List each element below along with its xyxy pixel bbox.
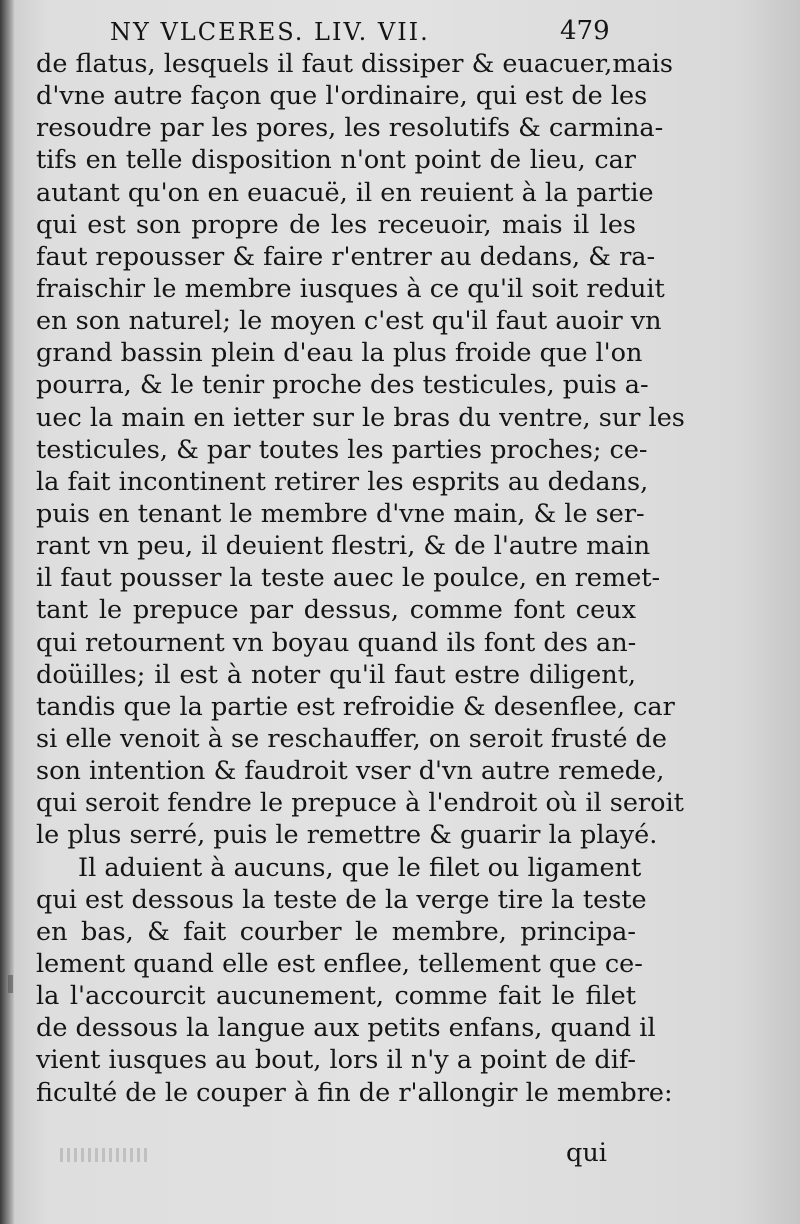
text-line: de flatus, lesquels il faut dissiper & euacuer,mais xyxy=(36,49,674,79)
margin-mark xyxy=(8,975,13,993)
text-line: fraischir le membre iusques à ce qu'il soit reduit xyxy=(36,273,665,304)
text-line: tant le prepuce par dessus, comme font ceux xyxy=(36,595,636,626)
text-line: puis en tenant le membre d'vne main, & le ser- xyxy=(36,498,645,529)
text-line: ficulté de le couper à fin de r'allongir le membre: xyxy=(36,1077,673,1108)
running-head: NY VLCERES. LIV. VII. xyxy=(110,18,430,46)
text-line: resoudre par les pores, les resolutifs & carmina- xyxy=(36,113,664,144)
text-line: autant qu'on en euacuë, il en reuient à la partie xyxy=(36,177,654,208)
catchword: qui xyxy=(566,1138,607,1168)
text-line: qui retournent vn boyau quand ils font des an- xyxy=(36,627,637,658)
page-header xyxy=(110,16,630,52)
text-line: le plus serré, puis le remettre & guarir la playé. xyxy=(36,820,658,851)
text-line: d'vne autre façon que l'ordinaire, qui est de les xyxy=(36,81,648,112)
text-line: il faut pousser la teste auec le poulce, en remet- xyxy=(36,563,661,594)
body-text xyxy=(36,48,685,1109)
text-line: en son naturel; le moyen c'est qu'il faut auoir vn xyxy=(36,306,662,337)
bleed-through-smudge xyxy=(60,1148,150,1162)
text-line: rant vn peu, il deuient flestri, & de l'autre main xyxy=(36,531,651,562)
text-line: son intention & faudroit vser d'vn autre remede, xyxy=(36,756,665,787)
text-line: grand bassin plein d'eau la plus froide que l'on xyxy=(36,338,643,369)
text-line: la fait incontinent retirer les esprits au dedans, xyxy=(36,466,649,497)
text-line: pourra, & le tenir proche des testicules, puis a- xyxy=(36,370,649,401)
text-line: si elle venoit à se reschauffer, on seroit frusté de xyxy=(36,723,667,754)
book-spine-shadow xyxy=(0,0,14,1224)
page-number: 479 xyxy=(560,16,610,46)
text-line: qui est dessous la teste de la verge tire la teste xyxy=(36,884,647,915)
text-line: la l'accourcit aucunement, comme fait le filet xyxy=(36,981,636,1012)
text-line: doüilles; il est à noter qu'il faut estre diligent, xyxy=(36,659,636,690)
text-line: de dessous la langue aux petits enfans, quand il xyxy=(36,1013,656,1044)
text-line: uec la main en ietter sur le bras du ventre, sur les xyxy=(36,402,685,433)
text-line: en bas, & fait courber le membre, principa- xyxy=(36,916,636,947)
text-line: lement quand elle est enflee, tellement que ce- xyxy=(36,948,643,979)
text-line: qui est son propre de les receuoir, mais il les xyxy=(36,209,636,240)
text-line: vient iusques au bout, lors il n'y a point de dif- xyxy=(36,1045,636,1076)
text-line: tifs en telle disposition n'ont point de lieu, car xyxy=(36,145,636,176)
text-line: testicules, & par toutes les parties proches; ce- xyxy=(36,434,648,465)
paragraph-start-line: Il aduient à aucuns, que le filet ou ligament xyxy=(78,852,642,883)
text-line: tandis que la partie est refroidie & desenflee, car xyxy=(36,691,675,722)
text-line: qui seroit fendre le prepuce à l'endroit où il seroit xyxy=(36,788,684,819)
text-line: faut repousser & faire r'entrer au dedans, & ra- xyxy=(36,241,656,272)
